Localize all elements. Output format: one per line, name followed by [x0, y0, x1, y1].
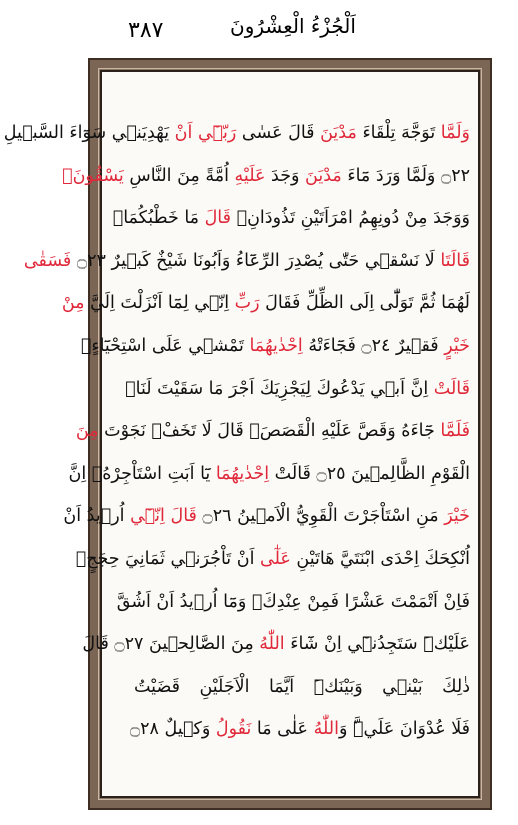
highlighted-word: مِنْ: [61, 293, 85, 314]
text-segment: تَوَجَّهَ تِلْقَاءَ: [356, 123, 441, 143]
highlighted-word: عَلٰٓى: [260, 548, 291, 569]
page-number: ٣٨٧: [128, 18, 164, 43]
text-segment: ۝٢٢ وَلَمَّا وَرَدَ مَٓاءَ: [341, 165, 470, 186]
page-header: [0, 0, 518, 58]
highlighted-word: وَلَمَّا: [440, 123, 470, 143]
highlighted-word: مِنَ: [75, 421, 99, 442]
highlighted-word: اِحْدٰيهُمَا: [249, 335, 303, 356]
text-segment: يَٓا اَبَتِ اسْتَاْجِرْهُۘ اِنَّ: [68, 463, 216, 484]
text-segment: وَوَجَدَ مِنْ دُونِهِمُ امْرَاَتَيْنِ تَذُودَانِۚ: [231, 208, 470, 229]
highlighted-word: مَدْيَنَ: [320, 123, 357, 143]
text-panel: [3, 70, 480, 798]
highlighted-word: خَيْرَ: [444, 506, 470, 527]
highlighted-word: خَيْرٍ: [444, 335, 470, 356]
text-line: [129, 708, 470, 751]
highlighted-word: قَالَتْ: [433, 378, 470, 399]
text-line: [125, 368, 470, 411]
text-line: [75, 538, 470, 581]
text-line: [61, 282, 470, 325]
text-segment: يَهْدِيَن۪ي سَوَٓاءَ السَّب۪يلِ: [3, 123, 175, 143]
text-segment: اُمَّةً مِنَ النَّاسِ: [123, 165, 235, 186]
text-segment: اِنَّ اَب۪ي يَدْعُوكَ لِيَجْزِيَكَ اَجْرَ مَا سَقَيْتَ لَنَاۜ: [125, 378, 434, 399]
highlighted-word: اللّٰهُ: [313, 719, 339, 740]
highlighted-word: يَسْقُونَۘ: [62, 165, 124, 186]
text-line: [116, 581, 470, 624]
text-segment: لَا نَسْق۪ي حَتّٰى يُصْدِرَ الرِّعَٓاءُ وَاَبُونَا شَيْخٌ كَب۪يرٌ ۝٢٣: [71, 250, 441, 271]
text-line: [134, 666, 470, 709]
text-line: [112, 197, 470, 240]
text-line: [80, 325, 470, 368]
text-segment: قَالَ: [82, 634, 109, 655]
highlighted-word: رَبّ۪ٓي اَنْ: [174, 123, 237, 143]
text-segment: اُر۪يدُ اَنْ: [63, 506, 131, 527]
highlighted-word: قَالَ: [204, 208, 232, 229]
text-segment: وَجَدَ: [265, 165, 306, 186]
highlighted-word: فَلَمَّا: [440, 421, 470, 442]
text-segment: مَا خَطْبُكُمَاۜ: [112, 208, 205, 229]
text-line: [75, 410, 470, 453]
highlighted-word: قَالَ اِنّ۪ٓي: [130, 506, 197, 527]
text-segment: الْقَوْمِ الظَّالِم۪ينَ ۝٢٥ قَالَتْ: [269, 463, 470, 484]
text-segment: تَمْش۪ي عَلَى اسْتِحْيَٓاءٍۘ: [80, 335, 250, 356]
highlighted-word: فَسَقٰى: [23, 250, 72, 271]
text-line: [23, 240, 470, 283]
highlighted-word: مَدْيَنَ: [305, 165, 342, 186]
text-segment: جَٓاءَهُ وَقَصَّ عَلَيْهِ الْقَصَصَۙ قَالَ لَا تَخَفْ۠ نَجَوْتَ: [98, 421, 441, 442]
text-segment: لَهُمَا ثُمَّ تَوَلّٰٓى اِلَى الظِّلِّ فَقَالَ: [259, 293, 470, 314]
text-segment: وَك۪يلٌ ۝٢٨: [129, 719, 216, 740]
quran-text-block: [3, 112, 470, 752]
highlighted-word: رَبِّ: [234, 293, 260, 314]
text-segment: مِنَ الصَّالِح۪ينَ ۝٢٧: [108, 634, 260, 655]
text-line: [68, 453, 470, 496]
text-segment: عَلَيْكَۜ سَتَجِدُن۪ٓي اِنْ شَٓاءَ: [284, 634, 470, 655]
highlighted-word: نَقُولُ: [215, 719, 252, 740]
text-segment: اِنّ۪ي لِمَٓا اَنْزَلْتَ اِلَيَّ: [84, 293, 235, 314]
text-line: [82, 623, 470, 666]
text-line: [3, 112, 470, 155]
juz-title: اَلْجُزْءُ الْعِشْرُونَ: [230, 14, 356, 38]
highlighted-word: قَالَتَا: [440, 250, 470, 271]
text-line: [62, 155, 470, 198]
highlighted-word: عَلَيْهِ: [234, 165, 266, 186]
text-segment: قَالَ عَسٰى: [236, 123, 321, 143]
text-line: [63, 495, 470, 538]
text-segment: اُنْكِحَكَ اِحْدَى ابْنَتَيَّ هَاتَيْنِ: [290, 548, 470, 569]
highlighted-word: اللّٰهُ: [259, 634, 285, 655]
ornamental-frame: [3, 58, 492, 810]
text-segment: فَق۪يرٌ ۝٢٤ فَجَٓاءَتْهُ: [302, 335, 445, 356]
text-segment: عَلٰى مَا: [251, 719, 314, 740]
highlighted-word: اِحْدٰيهُمَا: [215, 463, 270, 484]
text-segment: فَاِنْ اَتْمَمْتَ عَشْرًا فَمِنْ عِنْدِكَۚ وَمَٓا اُر۪يدُ اَنْ اَشُقَّ: [116, 591, 470, 612]
text-segment: اَنْ تَاْجُرَن۪ي ثَمَانِيَ حِجَجٍۚ: [75, 548, 260, 569]
text-segment: مَنِ اسْتَاْجَرْتَ الْقَوِيُّ الْاَم۪ينُ ۝٢٦: [196, 506, 445, 527]
text-segment: ذٰلِكَ بَيْن۪ي وَبَيْنَكَۜ اَيَّمَا الْاَجَلَيْنِ قَضَيْتُ: [134, 676, 470, 697]
text-segment: فَلَا عُدْوَانَ عَلَيَّۜ وَ: [338, 719, 470, 740]
